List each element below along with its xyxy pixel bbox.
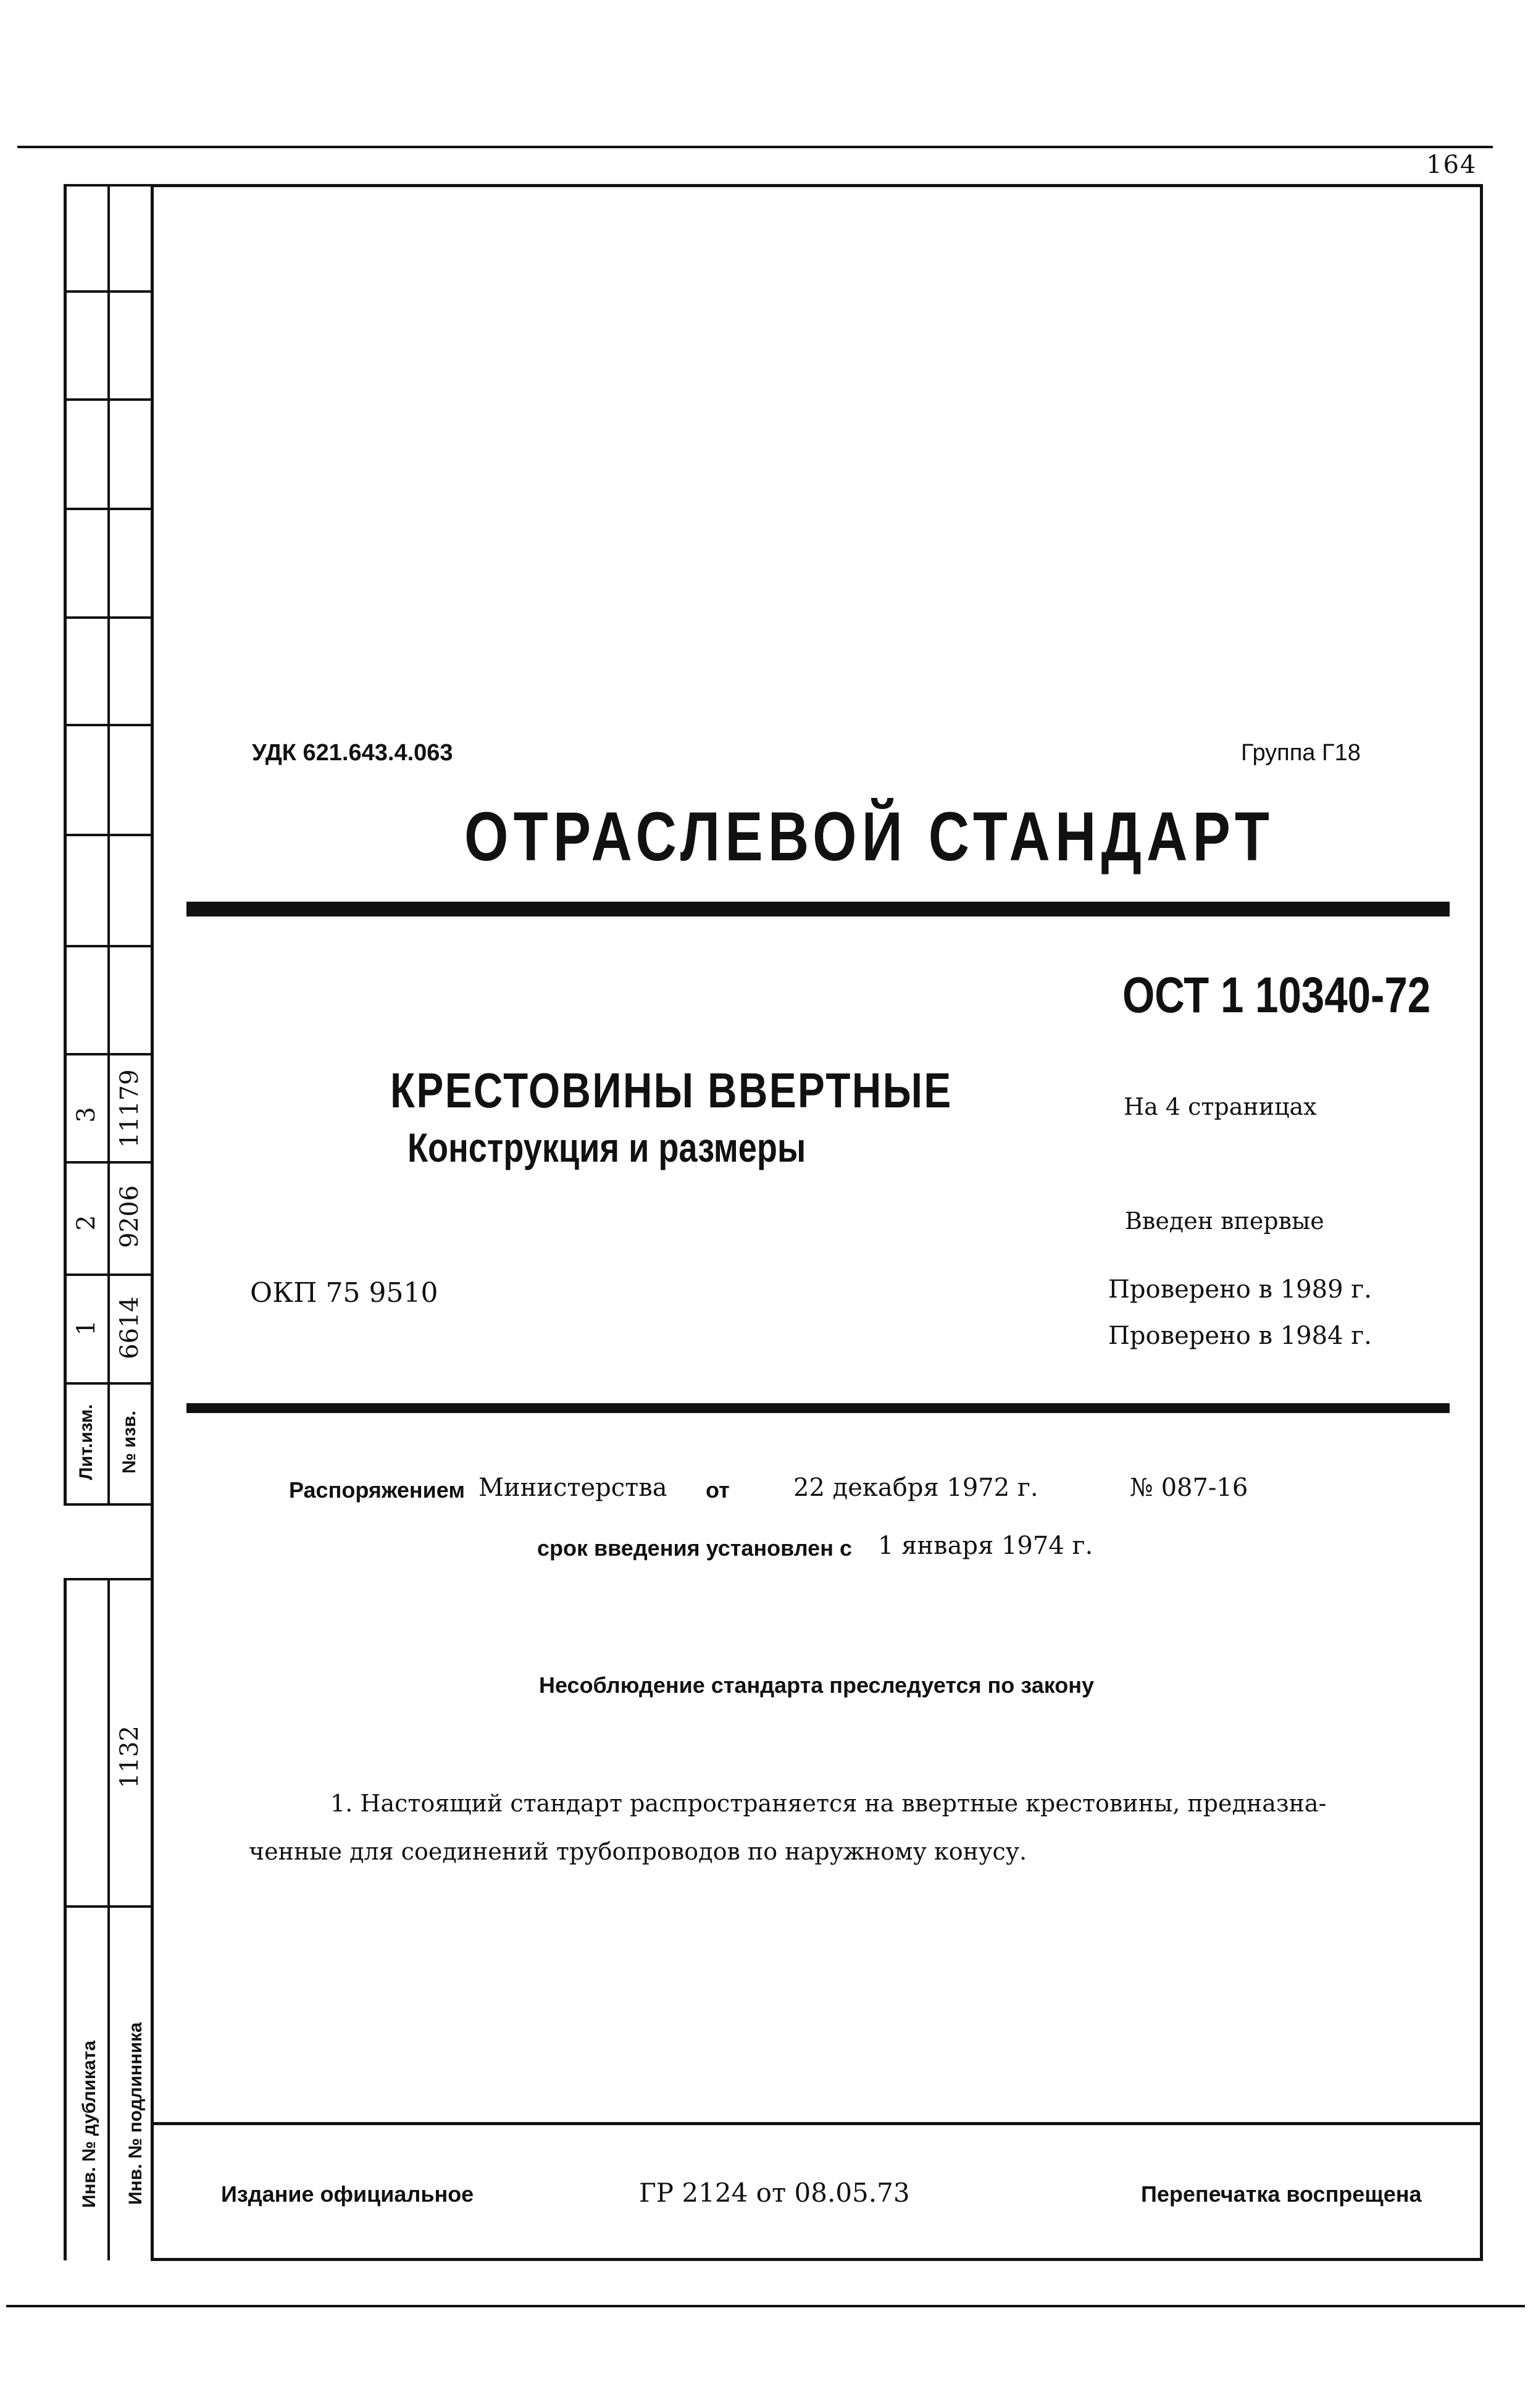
okp-code: ОКП 75 9510: [250, 1277, 438, 1309]
stamp-row-line: [64, 945, 153, 947]
stamp-row-line: [64, 1905, 153, 1908]
footer-separator: [151, 2122, 1483, 2125]
effective-label: срок введения установлен с: [537, 1535, 852, 1561]
title-sub: Конструкция и размеры: [407, 1125, 806, 1170]
order-label: Распоряжением: [289, 1477, 465, 1503]
footer-reprint: Перепечатка воспрещена: [1141, 2181, 1422, 2207]
page-number: 164: [1426, 151, 1477, 179]
stamp-row-line: [64, 1382, 153, 1385]
order-from: от: [706, 1477, 730, 1503]
paragraph-1-line1: 1. Настоящий стандарт распространяется на ввертные крестовины, предназна-: [330, 1790, 1327, 1817]
thick-rule-top: [186, 902, 1450, 917]
frame-left: [151, 184, 154, 2259]
paragraph-1-line2: ченные для соединений трубопроводов по наружному конусу.: [249, 1838, 1027, 1865]
stamp-row-line: [64, 1273, 153, 1276]
frame-bottom: [151, 2258, 1483, 2261]
stamp-change-1: 1: [72, 1320, 101, 1336]
stamp-row-line: [64, 834, 153, 836]
stamp-middle: [107, 184, 110, 1506]
stamp-top: [64, 184, 153, 187]
stamp-row-line: [64, 398, 153, 401]
checked-1989: Проверено в 1989 г.: [1108, 1275, 1372, 1304]
group-code: Группа Г18: [1241, 740, 1361, 766]
stamp-change-3: 3: [72, 1107, 101, 1123]
order-date: 22 декабря 1972 г.: [793, 1474, 1038, 1502]
footer-edition: Издание официальное: [221, 2181, 474, 2207]
stamp-lower-middle: [107, 1578, 110, 2260]
stamp-lower-left: [64, 1578, 67, 2260]
stamp-dup-value: 1132: [115, 1726, 144, 1789]
stamp-notice-11179: 11179: [115, 1069, 144, 1148]
stamp-lit-label: Лит.изм.: [76, 1404, 96, 1480]
stamp-outer-left: [64, 184, 67, 1506]
title-main: КРЕСТОВИНЫ ВВЕРТНЫЕ: [390, 1063, 953, 1118]
stamp-row-line: [64, 724, 153, 726]
footer-gr: ГР 2124 от 08.05.73: [639, 2178, 910, 2208]
order-ministry: Министерства: [478, 1474, 667, 1502]
standard-code: ОСТ 1 10340-72: [1122, 967, 1431, 1023]
thick-rule-bottom: [186, 1403, 1450, 1413]
stamp-change-2: 2: [72, 1215, 101, 1231]
top-rule: [17, 146, 1493, 148]
order-number: № 087-16: [1130, 1474, 1248, 1502]
stamp-notice-9206: 9206: [115, 1185, 144, 1248]
introduced-note: Введен впервые: [1125, 1207, 1324, 1235]
legal-warning: Несоблюдение стандарта преследуется по закону: [539, 1672, 1095, 1698]
standard-type: ОТРАСЛЕВОЙ СТАНДАРТ: [464, 798, 1275, 875]
stamp-row-line: [64, 1503, 153, 1506]
frame-top: [151, 184, 1482, 187]
frame-right: [1480, 184, 1483, 2260]
effective-date: 1 января 1974 г.: [878, 1532, 1093, 1560]
stamp-row-line: [64, 508, 153, 510]
checked-1984: Проверено в 1984 г.: [1108, 1322, 1372, 1350]
stamp-row-line: [64, 1053, 153, 1055]
stamp-notice-label: № изв.: [119, 1411, 140, 1474]
udk-code: УДК 621.643.4.063: [252, 740, 453, 766]
stamp-dup-label: Инв. № дубликата: [79, 2040, 99, 2208]
stamp-row-line: [64, 1161, 153, 1164]
bottom-rule: [6, 2305, 1525, 2307]
stamp-row-line: [64, 1578, 153, 1580]
pages-note: На 4 страницах: [1124, 1093, 1317, 1120]
stamp-notice-6614: 6614: [115, 1296, 144, 1359]
stamp-row-line: [64, 290, 153, 293]
stamp-orig-label: Инв. № подлинника: [125, 2022, 146, 2205]
stamp-row-line: [64, 616, 153, 619]
